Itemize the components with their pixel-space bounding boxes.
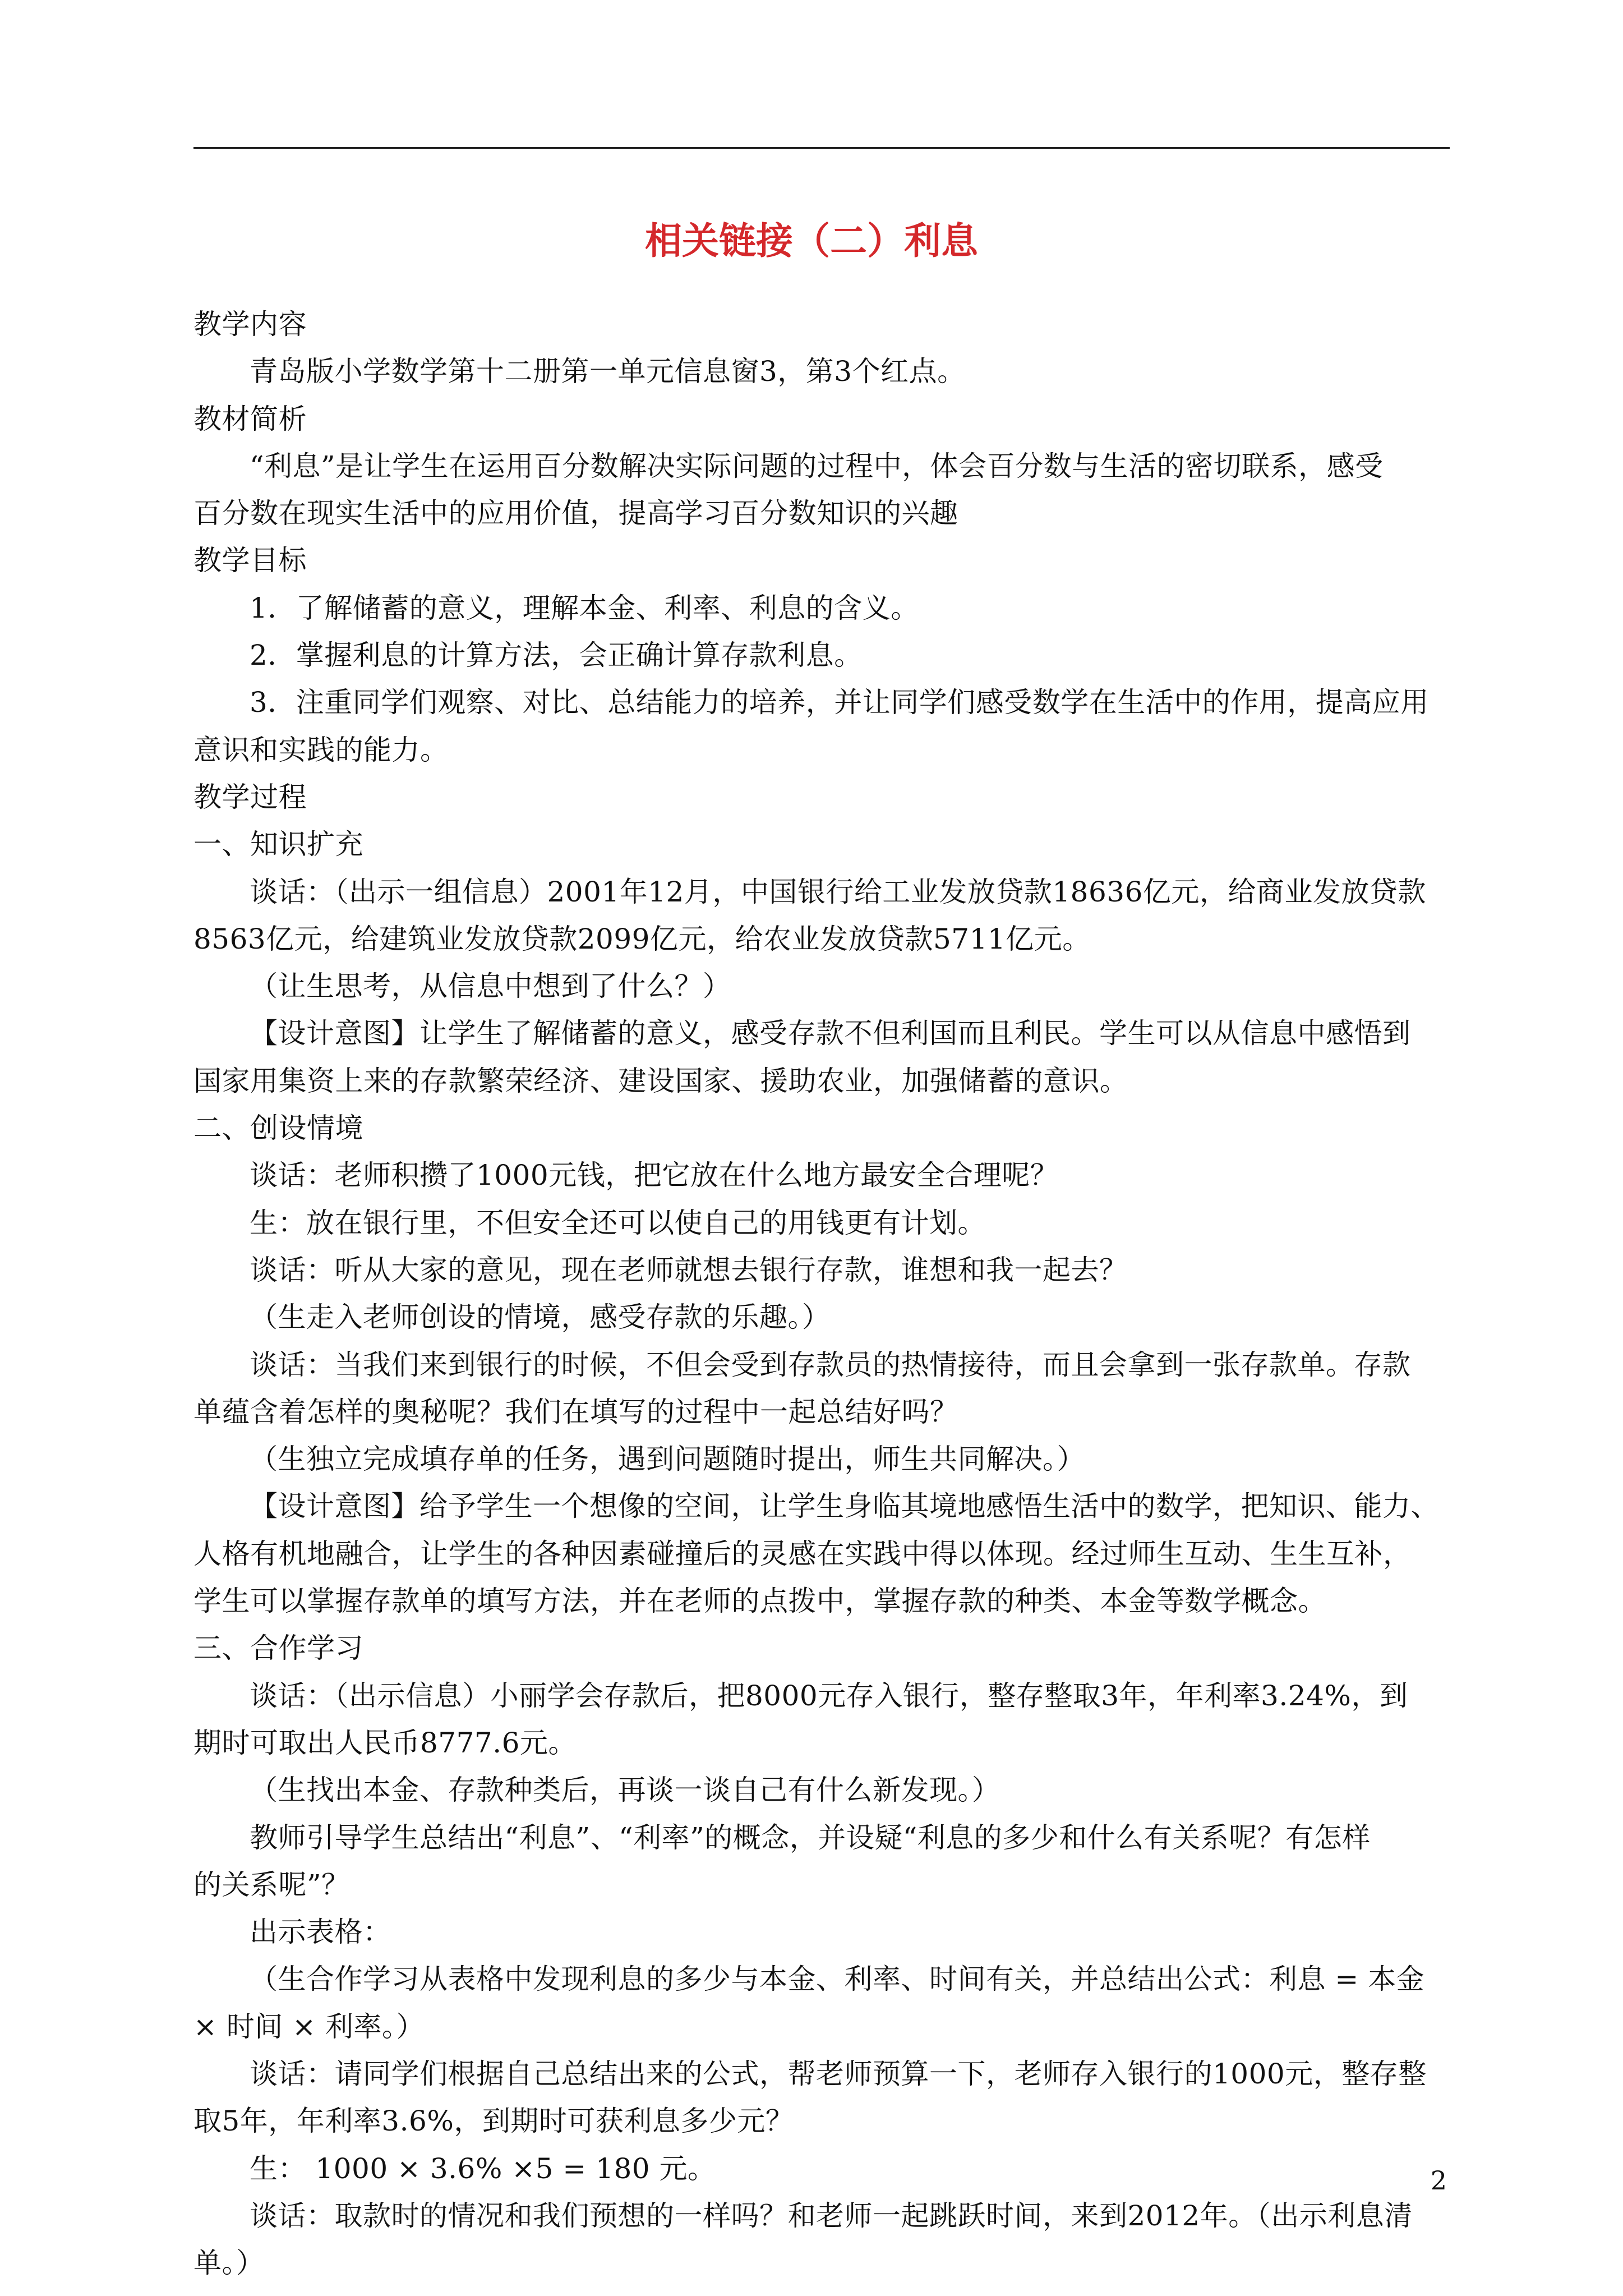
page-number: 2: [1430, 2165, 1447, 2196]
paragraph-line: 百分数在现实生活中的应用价值，提高学习百分数知识的兴趣: [193, 497, 958, 530]
paragraph-line: 青岛版小学数学第十二册第一单元信息窗3，第3个红点。: [250, 355, 966, 388]
section-heading: 教学内容: [193, 308, 307, 341]
paragraph-line: 单蕴含着怎样的奥秘呢？我们在填写的过程中一起总结好吗？: [193, 1395, 958, 1428]
design-intent-line: 【设计意图】让学生了解储蓄的意义，感受存款不但利国而且利民。学生可以从信息中感悟到: [250, 1017, 1411, 1050]
paragraph-line: 教师引导学生总结出“利息”、“利率”的概念，并设疑“利息的多少和什么有关系呢？有怎样: [250, 1821, 1371, 1854]
paragraph-line: 谈话：老师积攒了1000元钱，把它放在什么地方最安全合理呢？: [250, 1159, 1059, 1192]
paragraph-line: 单。）: [193, 2247, 265, 2280]
paragraph-line: （生走入老师创设的情境，感受存款的乐趣。）: [250, 1301, 831, 1334]
goal-item: 1．了解储蓄的意义，理解本金、利率、利息的含义。: [250, 591, 919, 624]
document-title: 相关链接（二）利息: [645, 219, 978, 263]
paragraph-line: 谈话：（出示一组信息）2001年12月，中国银行给工业发放贷款18636亿元，给商业发放贷款: [250, 875, 1426, 908]
paragraph-line: 生：放在银行里，不但安全还可以使自己的用钱更有计划。: [250, 1206, 986, 1239]
paragraph-line: 8563亿元，给建筑业发放贷款2099亿元，给农业发放贷款5711亿元。: [193, 922, 1091, 955]
paragraph-line: （生找出本金、存款种类后，再谈一谈自己有什么新发现。）: [250, 1774, 1000, 1807]
goal-item: 2．掌握利息的计算方法，会正确计算存款利息。: [250, 639, 863, 672]
paragraph-line: 的关系呢”？: [193, 1868, 350, 1901]
paragraph-line: 谈话：（出示信息）小丽学会存款后，把8000元存入银行，整存整取3年，年利率3.24%，到: [250, 1679, 1408, 1712]
section-heading: 教材简析: [193, 402, 307, 435]
paragraph-line: “利息”是让学生在运用百分数解决实际问题的过程中，体会百分数与生活的密切联系，感受: [250, 449, 1384, 482]
design-intent-line: 【设计意图】给予学生一个想像的空间，让学生身临其境地感悟生活中的数学，把知识、能力、: [250, 1490, 1439, 1523]
subsection-heading: 一、知识扩充: [193, 828, 363, 861]
paragraph-line: （让生思考，从信息中想到了什么？）: [250, 970, 731, 1003]
paragraph-line: 谈话：取款时的情况和我们预想的一样吗？和老师一起跳跃时间，来到2012年。（出示利息清: [250, 2199, 1413, 2232]
paragraph-line: 人格有机地融合，让学生的各种因素碰撞后的灵感在实践中得以体现。经过师生互动、生生互补，: [193, 1537, 1412, 1570]
paragraph-line: 期时可取出人民币8777.6元。: [193, 1726, 577, 1759]
paragraph-line: （生合作学习从表格中发现利息的多少与本金、利率、时间有关，并总结出公式：利息 = 本金: [250, 1963, 1425, 1996]
paragraph-line: 国家用集资上来的存款繁荣经济、建设国家、援助农业，加强储蓄的意识。: [193, 1064, 1128, 1097]
document-body: [193, 301, 1450, 2286]
formula-line: × 时间 × 利率。）: [193, 2010, 425, 2043]
goal-item: 3．注重同学们观察、对比、总结能力的培养，并让同学们感受数学在生活中的作用，提高应用: [250, 686, 1429, 719]
section-heading: 教学过程: [193, 780, 307, 813]
paragraph-line: 谈话：听从大家的意见，现在老师就想去银行存款，谁想和我一起去？: [250, 1253, 1128, 1286]
paragraph-line: 学生可以掌握存款单的填写方法，并在老师的点拨中，掌握存款的种类、本金等数学概念。: [193, 1585, 1326, 1618]
paragraph-line: 取5年，年利率3.6%，到期时可获利息多少元？: [193, 2105, 794, 2138]
subsection-heading: 二、创设情境: [193, 1112, 363, 1145]
paragraph-line: 出示表格：: [250, 1916, 391, 1949]
section-heading: 教学目标: [193, 544, 307, 577]
subsection-heading: 三、合作学习: [193, 1632, 363, 1665]
paragraph-line: 意识和实践的能力。: [193, 733, 449, 766]
header-rule: [193, 147, 1450, 149]
formula-line: 生： 1000 × 3.6% ×5 = 180 元。: [250, 2152, 716, 2185]
paragraph-line: 谈话：请同学们根据自己总结出来的公式，帮老师预算一下，老师存入银行的1000元，整存整: [250, 2057, 1427, 2090]
paragraph-line: （生独立完成填存单的任务，遇到问题随时提出，师生共同解决。）: [250, 1443, 1085, 1476]
paragraph-line: 谈话：当我们来到银行的时候，不但会受到存款员的热情接待，而且会拿到一张存款单。存款: [250, 1348, 1411, 1381]
